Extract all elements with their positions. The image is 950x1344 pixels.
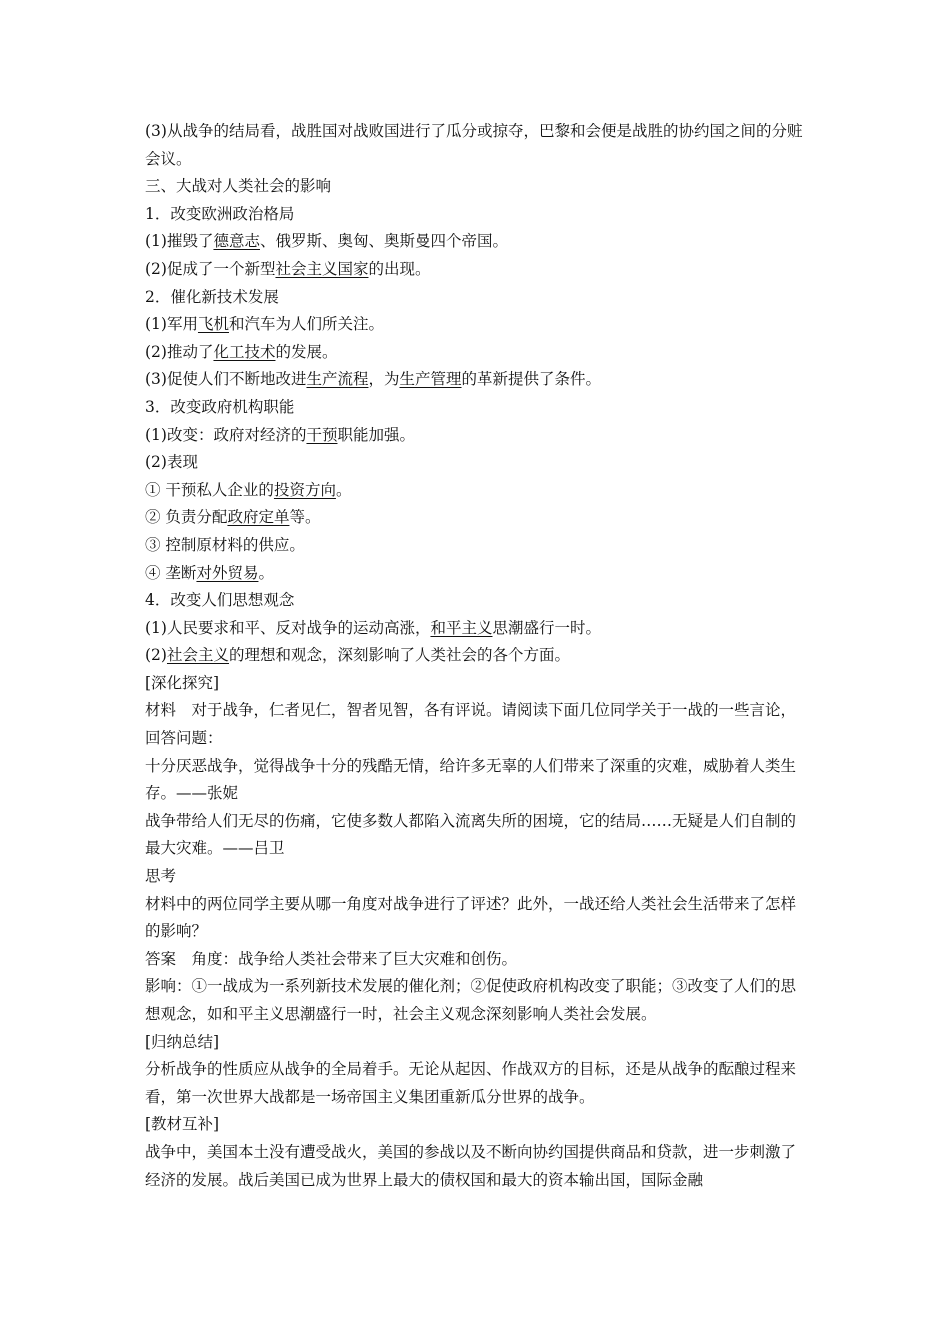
text-segment: 。 [258, 563, 274, 582]
text-segment: (2) [145, 646, 167, 665]
text-line-11: (2)表现 [145, 453, 198, 472]
text-line-17 [145, 615, 810, 643]
underlined-term: 生产管理 [399, 370, 462, 389]
text-segment: 职能加强。 [337, 425, 415, 444]
text-line-22: 战争带给人们无尽的伤痛，它使多数人都陷入流离失所的困境，它的结局……无疑是人们自制的最大灾难。——吕卫 [145, 811, 797, 858]
text-line-16: 4．改变人们思想观念 [145, 591, 295, 610]
text-line-25: 答案 角度：战争给人类社会带来了巨大灾难和创伤。 [145, 949, 518, 968]
underlined-term: 投资方向 [273, 480, 336, 499]
text-segment: 的革新提供了条件。 [461, 370, 602, 389]
text-segment: (1)摧毁了 [145, 232, 214, 251]
underlined-term: 政府定单 [227, 508, 290, 527]
text-line-28: 分析战争的性质应从战争的全局着手。无论从起因、作战双方的目标，还是从战争的酝酿过程来看，第一次世界大战都是一场帝国主义集团重新瓜分世界的战争。 [145, 1060, 797, 1106]
text-line-24: 材料中的两位同学主要从哪一角度对战争进行了评述？此外，一战还给人类社会生活带来了怎样的影响？ [145, 894, 797, 941]
text-line-0: (3)从战争的结局看，战胜国对战败国进行了瓜分或掠夺，巴黎和会便是战胜的协约国之间的分赃会议。 [145, 122, 803, 168]
text-segment: 、俄罗斯、奥匈、奥斯曼四个帝国。 [259, 232, 508, 251]
text-segment: (2)推动了 [145, 342, 214, 361]
text-segment: 等。 [289, 508, 321, 527]
text-segment: 的发展。 [275, 342, 338, 361]
text-segment: ，为 [368, 370, 400, 389]
text-line-18 [145, 642, 810, 670]
text-segment: (1)军用 [145, 315, 198, 334]
underlined-term: 飞机 [197, 315, 229, 334]
text-line-12 [145, 477, 810, 505]
underlined-term: 化工技术 [213, 342, 276, 361]
text-line-10 [145, 422, 810, 450]
text-line-19: [深化探究] [145, 673, 220, 692]
text-line-20: 材料 对于战争，仁者见仁，智者见智，各有评说。请阅读下面几位同学关于一战的一些言论，回答问题： [145, 701, 797, 748]
underlined-term: 生产流程 [306, 370, 369, 389]
text-line-6 [145, 311, 810, 339]
text-line-21: 十分厌恶战争，觉得战争十分的残酷无情，给许多无辜的人们带来了深重的灾难，威胁着人类生存。——张妮 [145, 756, 797, 803]
underlined-term: 社会主义国家 [275, 259, 369, 278]
underlined-term: 对外贸易 [196, 563, 259, 582]
text-segment: 思潮盛行一时。 [492, 618, 601, 637]
text-line-7 [145, 339, 810, 367]
text-segment: 和汽车为人们所关注。 [228, 315, 384, 334]
underlined-term: 社会主义 [166, 646, 229, 665]
underlined-term: 干预 [306, 425, 338, 444]
text-line-26: 影响：①一战成为一系列新技术发展的催化剂；②促使政府机构改变了职能；③改变了人们的思想观念，如和平主义思潮盛行一时，社会主义观念深刻影响人类社会发展。 [145, 977, 797, 1023]
text-line-8 [145, 366, 810, 394]
text-line-3 [145, 228, 810, 256]
text-segment: (3)促使人们不断地改进 [145, 370, 307, 389]
text-line-15 [145, 560, 810, 588]
text-segment: 的理想和观念，深刻影响了人类社会的各个方面。 [228, 646, 570, 665]
document-body [145, 118, 810, 1194]
text-line-2: 1．改变欧洲政治格局 [145, 204, 295, 223]
text-line-29: [教材互补] [145, 1115, 220, 1134]
text-line-23: 思考 [145, 867, 177, 886]
text-segment: 的出现。 [368, 259, 431, 278]
text-segment: ④ 垄断 [145, 563, 197, 582]
text-segment: 。 [335, 480, 352, 499]
text-line-27: [归纳总结] [145, 1032, 220, 1051]
text-segment: (1)改变：政府对经济的 [145, 425, 307, 444]
underlined-term: 和平主义 [430, 618, 493, 637]
text-line-1: 三、大战对人类社会的影响 [145, 177, 332, 196]
text-line-4 [145, 256, 810, 284]
text-segment: ① 干预私人企业的 [145, 480, 274, 499]
text-line-9: 3．改变政府机构职能 [145, 397, 295, 416]
text-segment: ② 负责分配 [145, 508, 228, 527]
text-segment: (2)促成了一个新型 [145, 259, 276, 278]
text-line-13 [145, 504, 810, 532]
text-line-14: ③ 控制原材料的供应。 [145, 535, 305, 554]
text-line-30: 战争中，美国本土没有遭受战火，美国的参战以及不断向协约国提供商品和贷款，进一步刺激了经济的发展。战后美国已成为世界上最大的债权国和最大的资本输出国，国际金融 [145, 1142, 797, 1189]
underlined-term: 德意志 [213, 232, 260, 251]
text-line-5: 2．催化新技术发展 [145, 287, 279, 306]
text-segment: (1)人民要求和平、反对战争的运动高涨， [145, 618, 431, 637]
